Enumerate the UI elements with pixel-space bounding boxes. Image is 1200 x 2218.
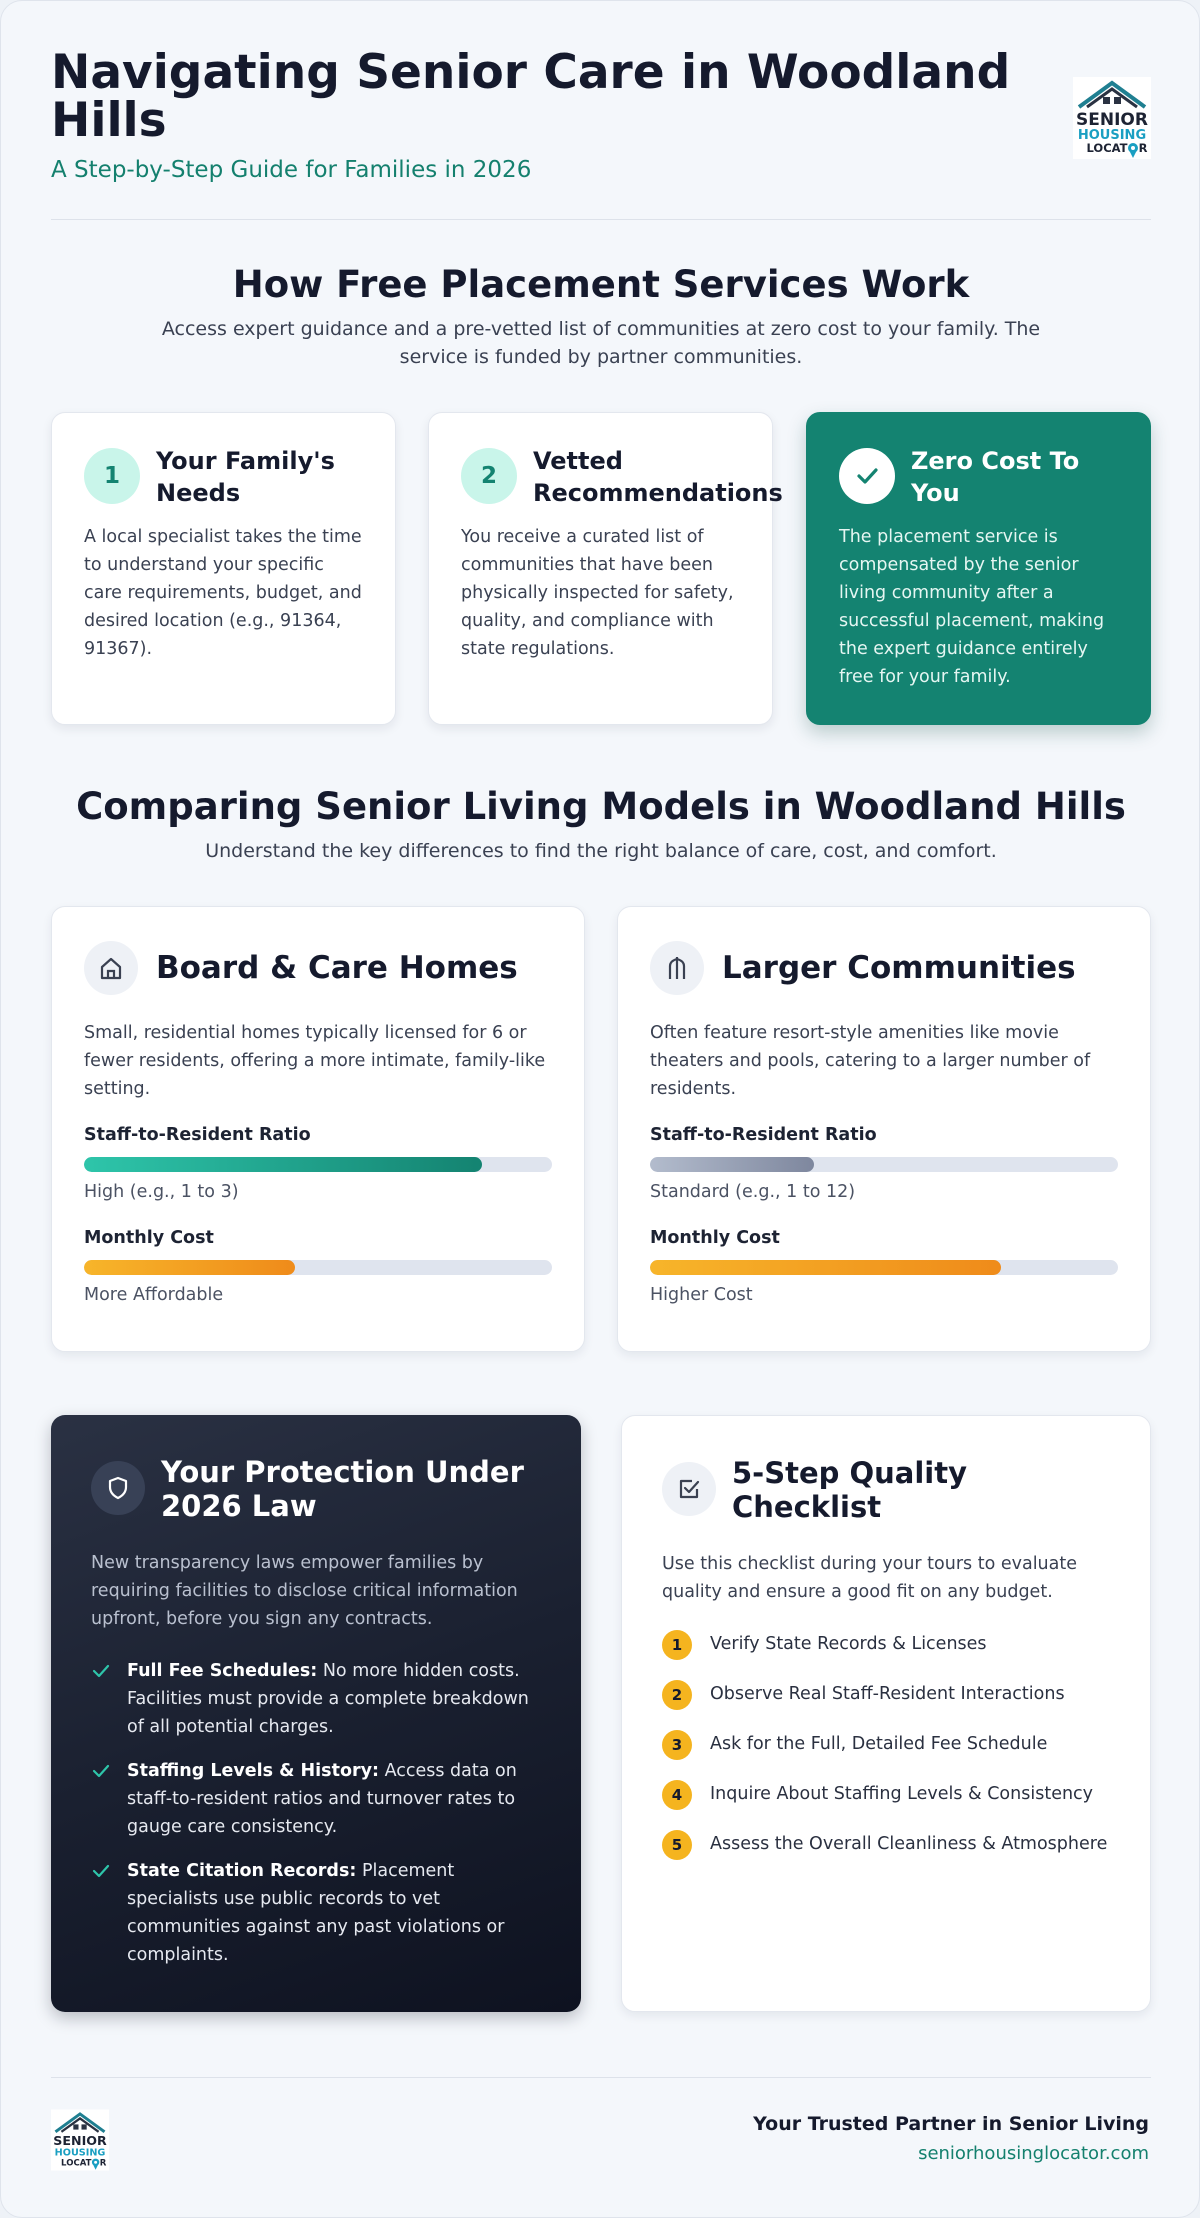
svg-text:SENIOR: SENIOR xyxy=(1076,110,1148,130)
ratio-bar xyxy=(84,1157,552,1172)
placement-section-subtitle: Access expert guidance and a pre-vetted list of communities at zero cost to your family. The service is funded by partner communities. xyxy=(161,318,1041,368)
protection-title: Your Protection Under 2026 Law xyxy=(161,1455,524,1523)
protection-card xyxy=(51,1415,581,2012)
item-text: Placement specialists use public records to vet communities against any past violations or complaints. xyxy=(127,1861,505,1965)
quality-checklist-card xyxy=(621,1415,1151,2012)
model-description: Often feature resort-style amenities like movie theaters and pools, catering to a larger number of residents. xyxy=(650,1023,1091,1099)
step-description: A local specialist takes the time to understand your specific care requirements, budget, and desired location (e.g., 91364, 91367). xyxy=(84,527,362,659)
svg-text:HOUSING: HOUSING xyxy=(54,2147,106,2159)
item-number-badge: 3 xyxy=(662,1730,692,1760)
cost-bar-fill xyxy=(650,1260,1001,1275)
cost-bar xyxy=(84,1260,552,1275)
ratio-bar-fill xyxy=(650,1157,814,1172)
ratio-bar xyxy=(650,1157,1118,1172)
protection-list xyxy=(91,1657,541,1969)
list-item xyxy=(662,1630,1110,1660)
cost-label: Monthly Cost xyxy=(84,1228,214,1248)
cost-bar-fill xyxy=(84,1260,295,1275)
header-divider xyxy=(51,219,1151,220)
item-heading: State Citation Records: xyxy=(127,1861,357,1881)
item-label: Observe Real Staff-Resident Interactions xyxy=(710,1684,1065,1704)
list-item xyxy=(662,1730,1110,1760)
step-card-zero-cost xyxy=(806,412,1151,725)
item-label: Inquire About Staffing Levels & Consistency xyxy=(710,1784,1094,1804)
checkbox-icon xyxy=(662,1462,716,1516)
cost-note: More Affordable xyxy=(84,1285,224,1305)
svg-text:LOCAT: LOCAT xyxy=(1086,141,1128,155)
item-number-badge: 4 xyxy=(662,1780,692,1810)
item-label: Verify State Records & Licenses xyxy=(710,1634,987,1654)
checkmark-icon xyxy=(839,448,895,504)
svg-text:LOCAT: LOCAT xyxy=(61,2158,92,2169)
svg-text:R: R xyxy=(1138,141,1148,155)
page-subtitle: A Step-by-Step Guide for Families in 2026 xyxy=(51,157,532,183)
checklist-items xyxy=(662,1630,1110,1860)
svg-text:R: R xyxy=(99,2158,107,2169)
placement-steps xyxy=(51,412,1151,725)
item-heading: Staffing Levels & History: xyxy=(127,1761,380,1781)
list-item xyxy=(91,1757,541,1841)
cost-note: Higher Cost xyxy=(650,1285,753,1305)
footer-tagline: Your Trusted Partner in Senior Living xyxy=(753,2113,1149,2135)
models-section-subtitle: Understand the key differences to find the right balance of care, cost, and comfort. xyxy=(205,840,997,862)
protection-description: New transparency laws empower families by requiring facilities to disclose critical information upfront, before you sign any contracts. xyxy=(91,1553,518,1629)
footer-logo xyxy=(51,2109,109,2171)
check-icon xyxy=(91,1757,127,1841)
list-item xyxy=(662,1680,1110,1710)
svg-text:SENIOR: SENIOR xyxy=(53,2133,107,2149)
step-number-badge: 1 xyxy=(84,448,140,504)
list-item xyxy=(662,1830,1110,1860)
step-title: Vetted Recommendations xyxy=(533,447,783,507)
model-description: Small, residential homes typically licensed for 6 or fewer residents, offering a more intimate, family-like setting. xyxy=(84,1023,546,1099)
list-item xyxy=(91,1657,541,1741)
model-card-larger-communities xyxy=(617,906,1151,1352)
footer-divider xyxy=(51,2077,1151,2078)
item-number-badge: 2 xyxy=(662,1680,692,1710)
step-card-vetted-recommendations xyxy=(428,412,783,725)
item-number-badge: 1 xyxy=(662,1630,692,1660)
footer-website-link[interactable]: seniorhousinglocator.com xyxy=(918,2143,1149,2164)
step-description: You receive a curated list of communities that have been physically inspected for safety, quality, and compliance with state regulations. xyxy=(461,527,734,659)
list-item xyxy=(91,1857,541,1969)
senior-housing-locator-logo xyxy=(1073,77,1151,159)
item-label: Assess the Overall Cleanliness & Atmosphere xyxy=(710,1834,1108,1854)
building-icon xyxy=(650,941,704,995)
house-icon xyxy=(84,941,138,995)
ratio-note: High (e.g., 1 to 3) xyxy=(84,1182,239,1202)
step-title: Your Family's Needs xyxy=(156,447,335,507)
ratio-note: Standard (e.g., 1 to 12) xyxy=(650,1182,856,1202)
svg-text:HOUSING: HOUSING xyxy=(1077,128,1147,143)
ratio-label: Staff-to-Resident Ratio xyxy=(650,1125,877,1145)
cost-bar xyxy=(650,1260,1118,1275)
header xyxy=(51,45,1151,219)
footer-info xyxy=(753,2113,1149,2164)
model-card-board-care xyxy=(51,906,585,1352)
shield-icon xyxy=(91,1461,145,1515)
step-card-family-needs xyxy=(51,412,396,725)
item-label: Ask for the Full, Detailed Fee Schedule xyxy=(710,1734,1048,1754)
item-heading: Full Fee Schedules: xyxy=(127,1661,318,1681)
checklist-title: 5-Step Quality Checklist xyxy=(732,1456,968,1524)
step-title: Zero Cost To You xyxy=(911,447,1080,507)
check-icon xyxy=(91,1657,127,1741)
ratio-bar-fill xyxy=(84,1157,482,1172)
step-description: The placement service is compensated by the senior living community after a successful placement, making the expert guidance entirely free for your family. xyxy=(839,527,1105,687)
item-text: Access data on staff-to-resident ratios and turnover rates to gauge care consistency. xyxy=(127,1761,517,1837)
step-number-badge: 2 xyxy=(461,448,517,504)
cost-label: Monthly Cost xyxy=(650,1228,780,1248)
placement-section-title: How Free Placement Services Work xyxy=(232,263,970,306)
page-title: Navigating Senior Care in Woodland Hills xyxy=(51,45,1011,148)
check-icon xyxy=(91,1857,127,1969)
item-number-badge: 5 xyxy=(662,1830,692,1860)
list-item xyxy=(662,1780,1110,1810)
model-title: Board & Care Homes xyxy=(156,950,518,986)
models-section-title: Comparing Senior Living Models in Woodland Hills xyxy=(76,785,1126,828)
ratio-label: Staff-to-Resident Ratio xyxy=(84,1125,311,1145)
item-text: No more hidden costs. Facilities must provide a complete breakdown of all potential charges. xyxy=(127,1661,529,1737)
model-title: Larger Communities xyxy=(722,950,1076,986)
checklist-description: Use this checklist during your tours to evaluate quality and ensure a good fit on any budget. xyxy=(662,1554,1078,1602)
